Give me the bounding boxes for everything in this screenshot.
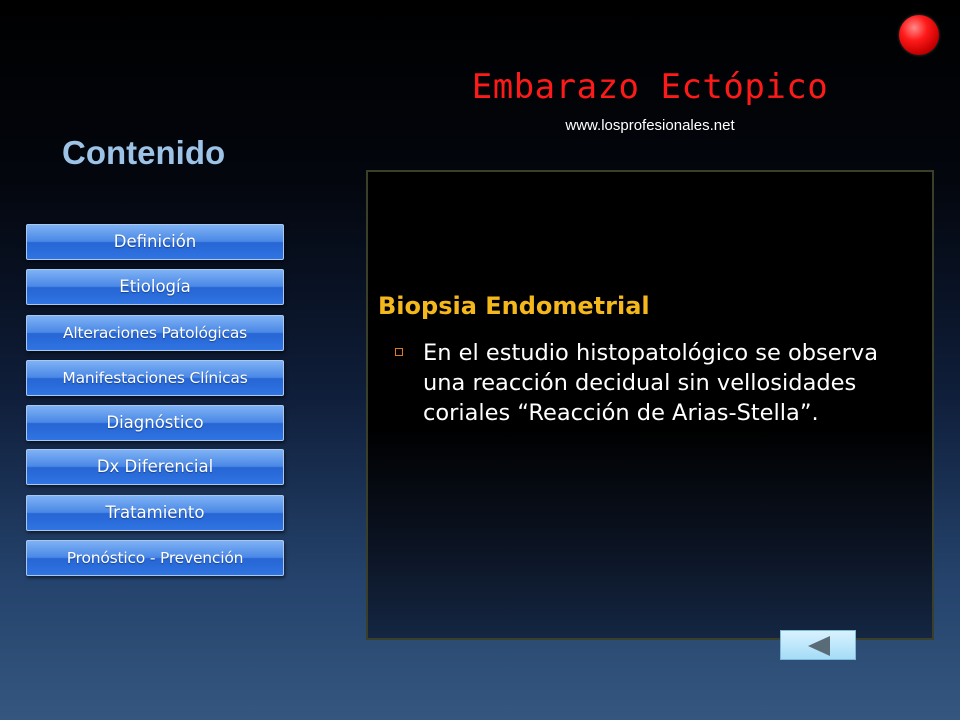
page-title: Embarazo Ectópico	[471, 67, 829, 107]
back-button[interactable]	[780, 630, 856, 660]
close-icon[interactable]	[899, 15, 939, 55]
nav-button-alteraciones-patologicas[interactable]: Alteraciones Patológicas	[26, 315, 284, 351]
content-heading: Biopsia Endometrial	[378, 292, 650, 320]
nav-button-etiologia[interactable]: Etiología	[26, 269, 284, 305]
back-arrow-icon	[807, 635, 831, 657]
square-bullet-icon	[395, 348, 403, 356]
sidebar-heading: Contenido	[62, 134, 226, 171]
nav-button-dx-diferencial[interactable]: Dx Diferencial	[26, 449, 284, 485]
nav-button-pronostico-prevencion[interactable]: Pronóstico - Prevención	[26, 540, 284, 576]
nav-button-definicion[interactable]: Definición	[26, 224, 284, 260]
content-bullet-text: En el estudio histopatológico se observa una reacción decidual sin vellosidades coriales “Reacción de Arias-Stella”.	[423, 340, 878, 426]
website-url: www.losprofesionales.net	[565, 117, 735, 134]
nav-button-diagnostico[interactable]: Diagnóstico	[26, 405, 284, 441]
nav-button-manifestaciones-clinicas[interactable]: Manifestaciones Clínicas	[26, 360, 284, 396]
nav-button-tratamiento[interactable]: Tratamiento	[26, 495, 284, 531]
